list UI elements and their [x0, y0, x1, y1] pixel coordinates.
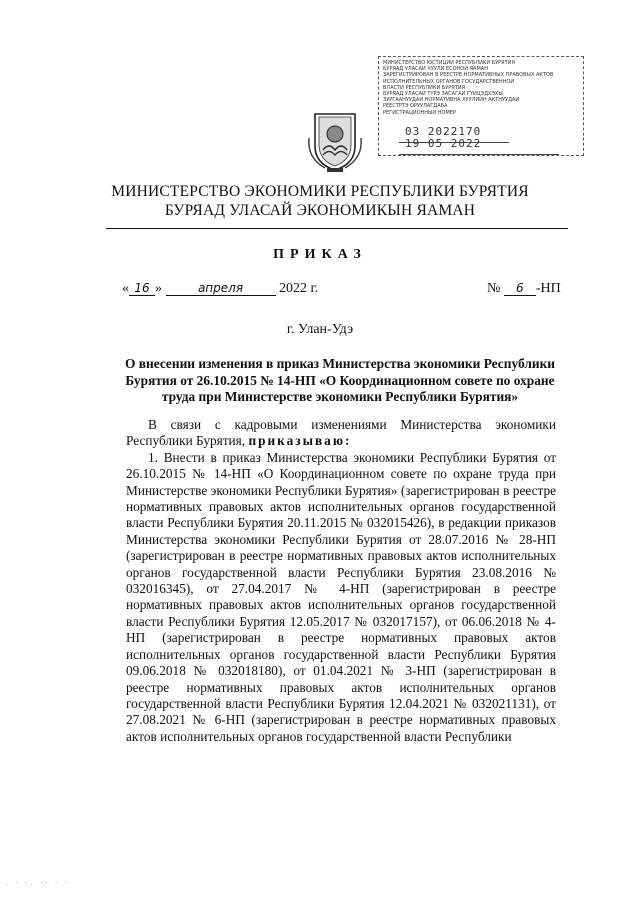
city: г. Улан-Удэ [286, 322, 354, 337]
scan-noise: . · ·. ·· · · [6, 880, 70, 887]
stamp-line: ИСПОЛНИТЕЛЬНЫХ ОРГАНОВ ГОСУДАРСТВЕННОЙ [383, 78, 515, 85]
number-value: 6 [504, 281, 536, 296]
intro-text: В связи с кадровыми изменениями Министерства экономики Республики Бурятия, [126, 417, 556, 449]
stamp-line: ЗУРГААНУУДАЙ НОРМАТИВНА ХУУЛИИН АКТНУУДАЙ [383, 97, 520, 104]
ministry-name-buryat: БУРЯАД УЛАСАЙ ЭКОНОМИКЫН ЯАМАН [164, 202, 476, 219]
order-body [126, 417, 556, 745]
stamp-reg-date: 19 05 2022 [405, 137, 482, 150]
stamp-line: РЕЕСТРТЭ ОРУУЛАГДАБА [383, 103, 448, 110]
order-day: 16 [129, 281, 155, 296]
stamp-reg-number: 03 2022170 [405, 125, 482, 138]
intro-paragraph [126, 417, 556, 450]
order-word: приказываю: [248, 433, 352, 449]
registration-stamp [378, 56, 584, 156]
date-close-quote: » [155, 281, 162, 296]
ministry-name: МИНИСТЕРСТВО ЭКОНОМИКИ РЕСПУБЛИКИ БУРЯТИЯ [111, 183, 529, 200]
stamp-underline [399, 154, 559, 155]
number-suffix: -НП [535, 281, 561, 296]
order-month: апреля [166, 281, 276, 296]
order-number [487, 281, 561, 297]
coat-of-arms-icon [305, 108, 365, 174]
paragraph-1: 1. Внести в приказ Министерства экономики Республики Бурятия от 26.10.2015 № 14-НП «О Координационном совете по охране труда при Министерстве экономики Республики Бурятия» (зарегистрирован в реестре нормативных правовых актов исполнительных органов государственной власти Республики Бурятия 20.11.2015 № 032015426), в редакции приказов Министерства экономики Республики Бурятия от 28.07.2016 № 28-НП (зарегистрирован в реестре нормативных правовых актов исполнительных органов государственной власти Республики Бурятия 23.08.2016 № 032016345), от 27.04.2017 № 4-НП (зарегистрирован в реестре нормативных правовых актов исполнительных органов государственной власти Республики Бурятия 12.05.2017 № 032017157), от 06.06.2018 № 4-НП (зарегистрирован в реестре нормативных правовых актов исполнительных органов государственной власти Республики Бурятия 09.06.2018 № 032018180), от 01.04.2021 № 3-НП (зарегистрирован в реестре нормативных правовых актов исполнительных органов государственной власти Республики Бурятия 12.04.2021 № 032021131), от 27.08.2021 № 6-НП (зарегистрирован в реестре нормативных правовых актов исполнительных органов государственной власти Республики [126, 449, 556, 744]
stamp-line: ЗАРЕГИСТРИРОВАН В РЕЕСТРЕ НОРМАТИВНЫХ ПРАВОВЫХ АКТОВ [383, 72, 554, 79]
order-heading: О внесении изменения в приказ Министерства экономики Республики Бурятия от 26.10.2015 № 14-НП «О Координационном совете по охране труда при Министерстве экономики Республики Бурятия» [125, 356, 555, 404]
order-year: 2022 г. [279, 281, 319, 296]
order-date [122, 281, 318, 297]
number-label: № [487, 281, 501, 296]
stamp-line: ВЛАСТИ РЕСПУБЛИКИ БУРЯТИЯ [383, 84, 466, 91]
header-divider [106, 228, 568, 229]
stamp-line: МИНИСТЕРСТВО ЮСТИЦИИ РЕСПУБЛИКИ БУРЯТИЯ [383, 60, 515, 66]
stamp-line: БУРЯАД УЛАСАЙ ТҮРЭ ЗАСАГАЙ ГҮЙЦЭДХЭХЫ [383, 91, 503, 98]
order-title: ПРИКАЗ [273, 247, 367, 262]
date-open-quote: « [122, 281, 129, 296]
stamp-line: БУРЯАД УЛАСАЙ ХУУЛИ ЁСОНОЙ ЯАМАН [383, 66, 488, 73]
stamp-line: РЕГИСТРАЦИОННЫЙ НОМЕР [383, 109, 456, 116]
